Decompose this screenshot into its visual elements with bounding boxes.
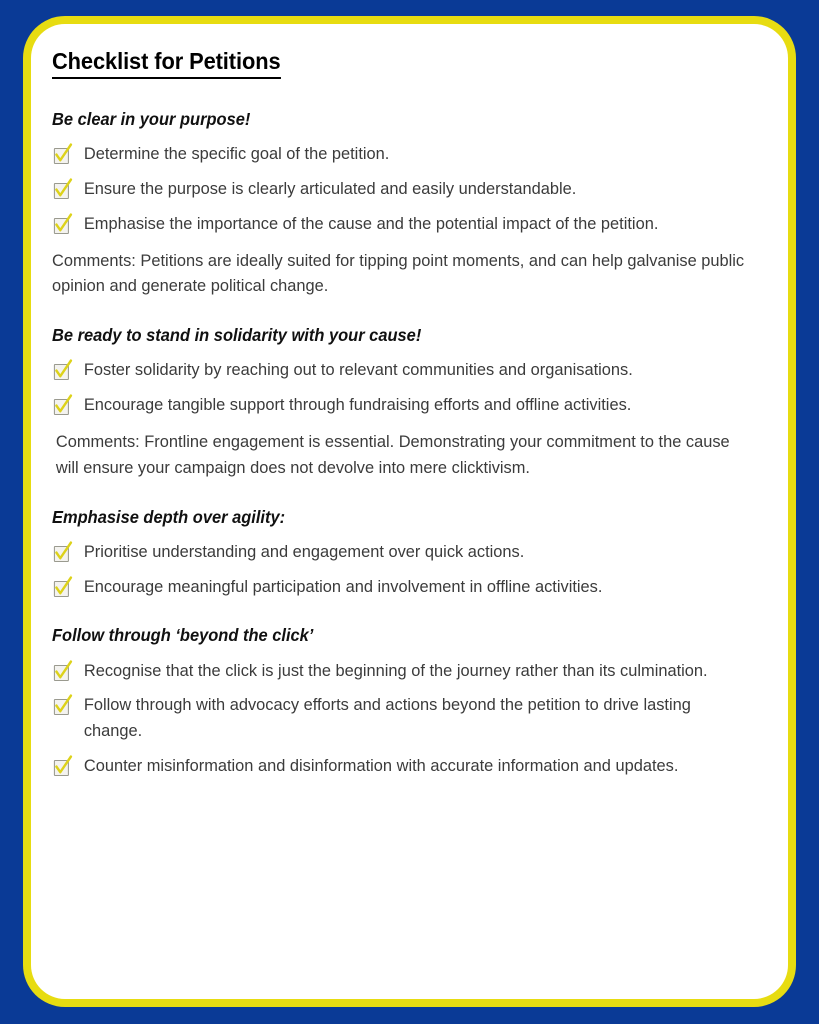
checklist-section-4 [52, 625, 778, 778]
check-list-item[interactable] [52, 574, 753, 600]
check-list-item[interactable] [52, 692, 753, 744]
check-list-item[interactable] [52, 357, 753, 383]
check-list-item-label: Determine the specific goal of the petition. [83, 144, 390, 164]
check-list [52, 357, 778, 418]
check-list [52, 539, 778, 600]
check-list-item[interactable] [52, 141, 753, 167]
section-heading: Emphasise depth over agility: [52, 506, 286, 527]
checked-checkbox-icon[interactable] [52, 540, 75, 564]
check-list-item-label: Follow through with advocacy efforts and actions beyond the petition to drive lasting change. [83, 695, 691, 741]
check-list-item[interactable] [52, 392, 753, 418]
check-list-item[interactable] [52, 539, 753, 565]
checklist-section-3 [52, 507, 778, 600]
white-content-card [31, 24, 788, 999]
card-content [52, 50, 778, 779]
checked-checkbox-icon[interactable] [52, 212, 75, 236]
checked-checkbox-icon[interactable] [52, 693, 75, 717]
page-title: Checklist for Petitions [52, 50, 281, 79]
checked-checkbox-icon[interactable] [52, 393, 75, 417]
check-list-item-label: Encourage tangible support through fundraising efforts and offline activities. [83, 395, 632, 415]
section-comments: Comments: Petitions are ideally suited for tipping point moments, and can help galvanise public opinion and generate political change. [52, 250, 745, 296]
checked-checkbox-icon[interactable] [52, 575, 75, 599]
check-list-item-label: Emphasise the importance of the cause and the potential impact of the petition. [83, 213, 659, 233]
page-title-wrapper [52, 50, 778, 79]
checked-checkbox-icon[interactable] [52, 358, 75, 382]
checked-checkbox-icon[interactable] [52, 659, 75, 683]
checked-checkbox-icon[interactable] [52, 142, 75, 166]
check-list-item-label: Prioritise understanding and engagement over quick actions. [83, 541, 525, 561]
checked-checkbox-icon[interactable] [52, 754, 75, 778]
check-list-item[interactable] [52, 658, 753, 684]
section-heading: Be clear in your purpose! [52, 109, 251, 129]
check-list [52, 141, 778, 236]
check-list-item[interactable] [52, 211, 753, 237]
check-list-item[interactable] [52, 753, 753, 779]
check-list-item-label: Counter misinformation and disinformation with accurate information and updates. [83, 756, 679, 776]
check-list-item[interactable] [52, 176, 753, 202]
checklist-sections [52, 109, 778, 779]
check-list [52, 658, 778, 779]
check-list-item-label: Ensure the purpose is clearly articulated and easily understandable. [83, 178, 577, 198]
check-list-item-label: Foster solidarity by reaching out to relevant communities and organisations. [83, 360, 633, 380]
section-heading: Be ready to stand in solidarity with your cause! [52, 325, 422, 346]
section-comments: Comments: Frontline engagement is essential. Demonstrating your commitment to the cause will ensure your campaign does not devolve into mere clicktivism. [55, 432, 730, 477]
checklist-section-1 [52, 109, 778, 299]
check-list-item-label: Recognise that the click is just the beginning of the journey rather than its culmination. [83, 660, 708, 680]
checklist-section-2 [52, 325, 778, 480]
section-heading: Follow through ‘beyond the click’ [52, 625, 314, 646]
check-list-item-label: Encourage meaningful participation and involvement in offline activities. [83, 576, 603, 596]
checked-checkbox-icon[interactable] [52, 177, 75, 201]
